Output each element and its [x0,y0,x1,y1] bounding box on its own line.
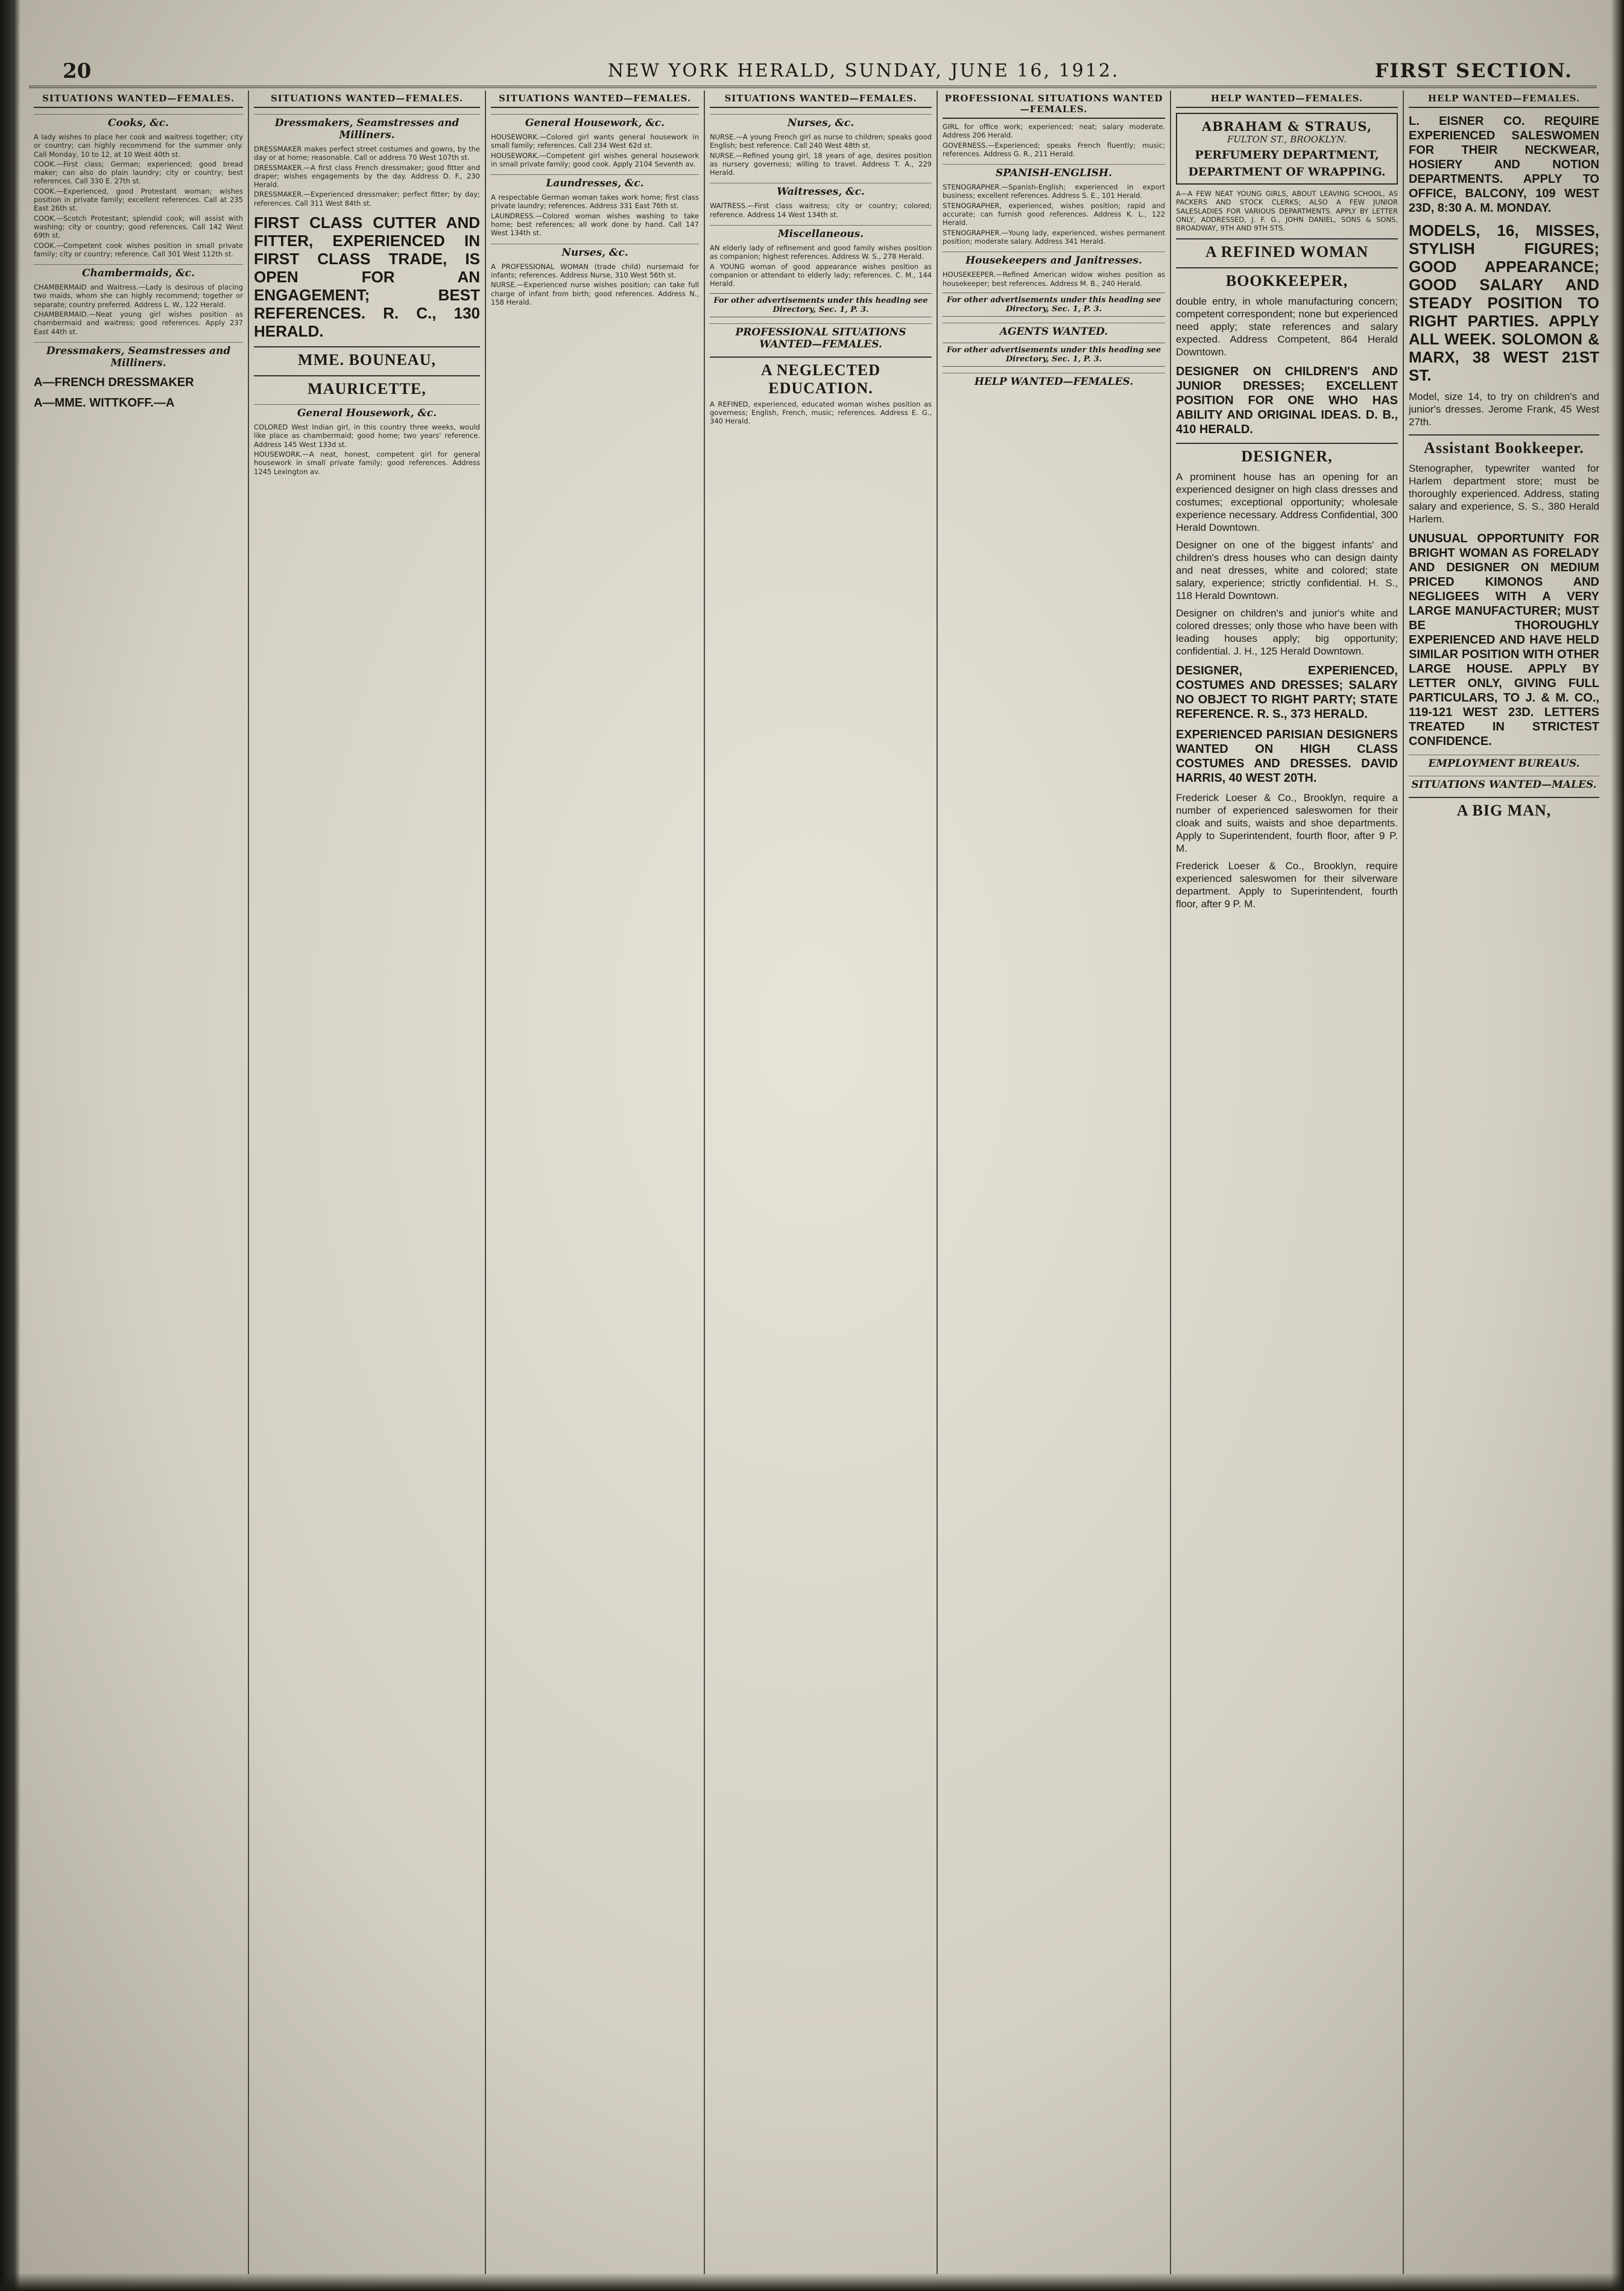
subhead-spanish-english: SPANISH-ENGLISH. [943,164,1165,179]
directory-note: For other advertisements under this heading see Directory, Sec. 1, P. 3. [943,343,1165,367]
display-ad-body: Designer on children's and junior's white and colored dresses; only those who have been with leading houses apply; big opportunity; confidential. J. H., 125 Herald Downtown. [1176,607,1398,658]
subhead-waitresses: Waitresses, &c. [710,183,932,198]
display-ad: A—MME. WITTKOFF.—A [34,396,175,410]
classified-ad: A—A FEW NEAT YOUNG GIRLS, ABOUT LEAVING SCHOOL, AS PACKERS AND STOCK CLERKS; ALSO A FEW JUNIOR SALESLADIES FOR VARIOUS DEPARTMENTS. APPLY BY LETTER ONLY, ADDRESSED, J. F. G., JOHN DANIEL, SONS & SONS, BROADWAY, 9TH AND 9TH STS. [1176,189,1398,233]
display-ad-cutter: FIRST CLASS CUTTER AND FITTER, EXPERIENCED IN FIRST CLASS TRADE, IS OPEN FOR AN ENGAGEMENT; BEST REFERENCES. R. C., 130 HERALD. [254,214,480,341]
classified-ad: HOUSEWORK.—Competent girl wishes general housework in small private family; good cook. Apply 2104 Seventh av. [491,151,699,168]
ads-list [710,244,932,288]
subhead-chambermaids: Chambermaids, &c. [34,264,243,279]
subhead-housekeepers: Housekeepers and Janitresses. [943,252,1165,267]
ads-list [943,270,1165,288]
ads-list [34,133,243,258]
subhead-cooks: Cooks, &c. [34,114,243,129]
display-ad-body: double entry, in whole manufacturing concern; competent correspondent; none but experienced need apply; state references and salary expected. Address Competent, 864 Herald Downtown. [1176,296,1398,358]
subhead-housework: General Housework, &c. [491,114,699,129]
classified-ad: STENOGRAPHER.—Spanish-English; experienced in export business; excellent references. Address S. E., 101 Herald. [943,183,1165,200]
classified-ad: HOUSEWORK.—Colored girl wants general housework in small family; references. Call 234 West 62d st. [491,133,699,150]
subhead-nurses: Nurses, &c. [710,114,932,129]
display-ad-title: MAURICETTE, [254,375,480,398]
classified-ad: NURSE.—A young French girl as nurse to children; speaks good English; best reference. Call 240 West 48th st. [710,133,932,150]
subhead-situations-males: SITUATIONS WANTED—MALES. [1409,776,1599,791]
box-line: DEPARTMENT OF WRAPPING. [1188,165,1386,179]
display-ad-eisner: L. EISNER CO. REQUIRE EXPERIENCED SALESWOMEN FOR THEIR NECKWEAR, HOSIERY AND NOTION DEPARTMENTS. APPLY TO OFFICE, BALCONY, 109 WEST 23D, 8:30 A. M. MONDAY. [1409,115,1599,215]
classified-ad: LAUNDRESS.—Colored woman wishes washing to take home; best references; all work done by hand. Call 147 West 134th st. [491,211,699,238]
column-4 [705,90,938,2274]
ads-list [254,145,480,208]
column-header: SITUATIONS WANTED—FEMALES. [34,90,243,108]
scan-edge-right [1611,0,1624,2291]
classified-ad: A respectable German woman takes work home; first class private laundry; references. Address 331 East 76th st. [491,193,699,211]
display-ad-body: A prominent house has an opening for an experienced designer on high class dresses and costumes; exceptional opportunity; wholesale experience necessary. Address Confidential, 300 Herald Downtown. [1176,471,1398,534]
classified-ad: GOVERNESS.—Experienced; speaks French fluently; music; references. Address G. R., 211 Herald. [943,141,1165,158]
display-ad-body: Model, size 14, to try on children's and junior's dresses. Jerome Frank, 45 West 27th. [1409,391,1599,428]
column-header: HELP WANTED—FEMALES. [1176,90,1398,108]
subhead-professional: PROFESSIONAL SITUATIONS WANTED—FEMALES. [710,323,932,350]
classified-ad: COOK.—Experienced, good Protestant woman; wishes position in private family; excellent references. Call at 235 East 26th st. [34,186,243,213]
display-ad-title: A REFINED WOMAN [1176,238,1398,261]
display-ad-loeser: Frederick Loeser & Co., Brooklyn, require a number of experienced saleswomen for their cloak and suits, waists and shoe departments. Apply to Superintendent, fourth floor, after 9 P. M. [1176,792,1398,855]
classified-ad: CHAMBERMAID.—Neat young girl wishes position as chambermaid and waitress; good references. Apply 237 East 44th st. [34,310,243,336]
subhead-laundresses: Laundresses, &c. [491,174,699,189]
ads-list [254,423,480,476]
subhead-dressmakers: Dressmakers, Seamstresses and Milliners. [34,342,243,369]
display-ad-unusual: UNUSUAL OPPORTUNITY FOR BRIGHT WOMAN AS FORELADY AND DESIGNER ON MEDIUM PRICED KIMONOS AND NEGLIGEES WITH A VERY LARGE MANUFACTURER; MUST BE THOROUGHLY EXPERIENCED AND HAVE HELD SIMILAR POSITION WITH OTHER LARGE HOUSE. APPLY BY LETTER ONLY, GIVING FULL PARTICULARS, TO J. & M. CO., 119-121 WEST 23D. LETTERS TREATED IN STRICTEST CONFIDENCE. [1409,532,1599,748]
subhead-housework: General Housework, &c. [254,404,480,419]
column-2 [249,90,486,2274]
box-line: FULTON ST., BROOKLYN. [1227,134,1347,145]
column-7 [1404,90,1604,2274]
column-1 [29,90,249,2274]
ads-list [491,262,699,306]
newspaper-title-line: NEW YORK HERALD, SUNDAY, JUNE 16, 1912. [608,60,1120,81]
ads-list [710,133,932,177]
box-line: ABRAHAM & STRAUS, [1201,119,1373,134]
display-ad-title: A NEGLECTED EDUCATION. [710,356,932,398]
ads-list [1176,189,1398,232]
scan-edge-left [0,0,21,2291]
classified-ad: COOK.—First class; German; experienced; good bread maker; can also do plain laundry; city or country; best references. Call 330 E. 27th st. [34,159,243,186]
subhead-nurses: Nurses, &c. [491,244,699,259]
classified-ad: HOUSEKEEPER.—Refined American widow wishes position as housekeeper; best references. Address M. B., 240 Herald. [943,270,1165,288]
subhead-employment-bureaus: EMPLOYMENT BUREAUS. [1409,755,1599,770]
column-header: SITUATIONS WANTED—FEMALES. [710,90,932,108]
display-ad-title: A BIG MAN, [1409,797,1599,820]
classified-ad: CHAMBERMAID and Waitress.—Lady is desirous of placing two maids, whom she can highly recommend; together or separate; country preferred. Address L. W., 122 Herald. [34,283,243,309]
display-ad-title: MME. BOUNEAU, [254,346,480,369]
boxed-ad-abraham-straus [1176,113,1398,185]
display-ad-title: BOOKKEEPER, [1176,267,1398,290]
subhead-miscellaneous: Miscellaneous. [710,225,932,240]
display-ad-title: DESIGNER, [1176,443,1398,466]
display-ad-models: MODELS, 16, MISSES, STYLISH FIGURES; GOOD APPEARANCE; GOOD SALARY AND STEADY POSITION TO RIGHT PARTIES. APPLY ALL WEEK. SOLOMON & MARX, 38 WEST 21ST ST. [1409,221,1599,384]
subhead-help-wanted: HELP WANTED—FEMALES. [943,373,1165,388]
classified-ad: A lady wishes to place her cook and waitress together; city or country; can highly recommend for the summer only. Call Monday, 10 to 12, at 10 West 40th st. [34,133,243,159]
classified-ad: HOUSEWORK.—A neat, honest, competent girl for general housework in small private family; good references. Address 1245 Lexington av. [254,449,480,476]
display-ad-body: Designer on one of the biggest infants' and children's dress houses who can design dainty and neat dresses, white and colored; state salary, experience; strictly confidential. H. S., 118 Herald Downtown. [1176,539,1398,602]
column-header: SITUATIONS WANTED—FEMALES. [491,90,699,108]
ads-list [943,183,1165,200]
classified-ad: COOK.—Scotch Protestant; splendid cook; will assist with washing; city or country; good references. Call 142 West 69th st. [34,214,243,240]
classified-ad: WAITRESS.—First class waitress; city or country; colored; reference. Address 14 West 134th st. [710,201,932,219]
classified-ad: A REFINED, experienced, educated woman wishes position as governess; English, French, music; references. Address E. G., 340 Herald. [710,399,932,426]
classified-ad: DRESSMAKER.—Experienced dressmaker; perfect fitter; by day; references. Call 311 West 84th st. [254,190,480,208]
display-ad-title: Assistant Bookkeeper. [1409,434,1599,457]
ads-list [491,193,699,237]
directory-note: For other advertisements under this heading see Directory, Sec. 1, P. 3. [710,293,932,317]
section-label: FIRST SECTION. [1374,59,1573,82]
display-ad: A—FRENCH DRESSMAKER [34,375,194,389]
display-ad-parisian: EXPERIENCED PARISIAN DESIGNERS WANTED ON HIGH CLASS COSTUMES AND DRESSES. DAVID HARRIS, 40 WEST 20TH. [1176,728,1398,785]
subhead-agents-wanted: AGENTS WANTED. [943,323,1165,338]
column-5 [938,90,1171,2274]
masthead [29,55,1597,88]
box-line: PERFUMERY DEPARTMENT, [1195,148,1379,162]
column-6 [1171,90,1404,2274]
classified-ad: DRESSMAKER.—A first class French dressmaker; good fitter and draper; wishes engagements by the day. Address D. F., 230 Herald. [254,163,480,189]
directory-note: For other advertisements under this heading see Directory, Sec. 1, P. 3. [943,293,1165,317]
classified-ad: A YOUNG woman of good appearance wishes position as companion or attendant to elderly lady; references. C. M., 144 Herald. [710,262,932,288]
classified-ad: NURSE.—Experienced nurse wishes position; can take full charge of infant from birth; good references. Address N., 158 Herald. [491,280,699,306]
classified-ad: GIRL for office work; experienced; neat; salary moderate. Address 206 Herald. [943,122,1165,140]
page-number: 20 [63,59,92,83]
classified-ad: DRESSMAKER makes perfect street costumes and gowns, by the day or at home; reasonable. Call or address 70 West 107th st. [254,145,480,162]
column-header: PROFESSIONAL SITUATIONS WANTED—FEMALES. [943,90,1165,119]
classified-ad: COOK.—Competent cook wishes position in small private family; city or country; reference. Call 301 West 112th st. [34,241,243,258]
ads-list [710,201,932,219]
ads-list [491,133,699,168]
column-header: SITUATIONS WANTED—FEMALES. [254,90,480,108]
subhead-dressmakers: Dressmakers, Seamstresses and Milliners. [254,114,480,141]
classified-ad: NURSE.—Refined young girl, 18 years of age, desires position as nursery governess; willing to travel. Address T. A., 229 Herald. [710,151,932,177]
ads-list [943,201,1165,246]
classified-ad: COLORED West Indian girl, in this country three weeks, would like place as chambermaid; good home; two years' reference. Address 145 West 133d st. [254,423,480,449]
classified-ad: A PROFESSIONAL WOMAN (trade child) nursemaid for infants; references. Address Nurse, 310 West 56th st. [491,262,699,279]
ads-list [710,400,932,426]
classified-ad: STENOGRAPHER.—Young lady, experienced, wishes permanent position; moderate salary. Address 341 Herald. [943,228,1165,246]
display-ad-designer: DESIGNER, EXPERIENCED, COSTUMES AND DRESSES; SALARY NO OBJECT TO RIGHT PARTY; STATE REFERENCE. R. S., 373 HERALD. [1176,664,1398,721]
display-ad-designer: DESIGNER ON CHILDREN'S AND JUNIOR DRESSES; EXCELLENT POSITION FOR ONE WHO HAS ABILITY AND ORIGINAL IDEAS. D. B., 410 HERALD. [1176,365,1398,437]
column-header: HELP WANTED—FEMALES. [1409,90,1599,108]
display-ad-loeser: Frederick Loeser & Co., Brooklyn, require experienced saleswomen for their silverware department. Apply to Superintendent, fourth floor, after 9 P. M. [1176,860,1398,910]
ads-list [943,122,1165,158]
ads-list [34,283,243,336]
scan-edge-bottom [0,2273,1624,2291]
column-3 [486,90,705,2274]
display-ad-stenographer: Stenographer, typewriter wanted for Harlem department store; must be thoroughly experienced. Address, stating salary and experience, S. S., 380 Herald Harlem. [1409,463,1599,525]
classified-ad: AN elderly lady of refinement and good family wishes position as companion; highest references. Address W. S., 278 Herald. [710,244,932,261]
classified-ad: STENOGRAPHER, experienced, wishes position; rapid and accurate; can furnish good references. Address K. L., 122 Herald. [943,201,1165,227]
